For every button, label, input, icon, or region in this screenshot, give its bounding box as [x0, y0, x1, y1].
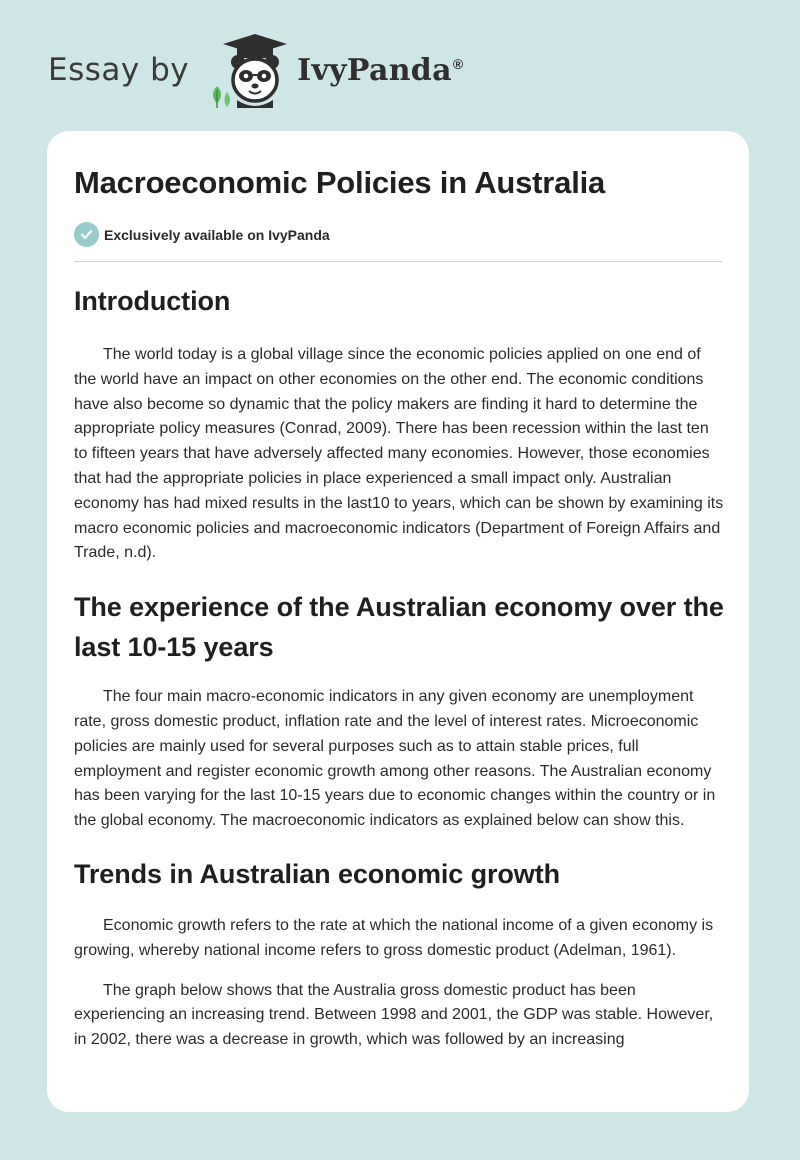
check-circle-icon: [74, 222, 99, 247]
exclusive-badge-text: Exclusively available on IvyPanda: [104, 226, 330, 243]
title-divider: [74, 261, 722, 262]
essay-title: Macroeconomic Policies in Australia: [74, 165, 606, 200]
section-heading-introduction: Introduction: [74, 286, 231, 316]
paragraph: The four main macro-economic indicators in any given economy are unemployment rate, gross domestic product, inflation rate and the level of interest rates. Microeconomic policies are mainly used for several purposes such as to attain stable prices, full employment and register economic growth among other reasons. The Australian economy has been varying for the last 10-15 years due to economic changes within the country or in the global economy. The macroeconomic indicators as explained below can show this.: [74, 688, 716, 830]
paragraph: Economic growth refers to the rate at which the national income of a given economy is growing, whereby national income refers to gross domestic product (Adelman, 1961).: [74, 916, 714, 959]
panda-graduate-icon: [203, 30, 293, 110]
brand-header[interactable]: [48, 30, 463, 110]
brand-name: IvyPanda®: [297, 52, 464, 88]
section-heading-experience: The experience of the Australian economy over the last 10-15 years: [74, 592, 724, 663]
essay-body: [74, 281, 724, 1053]
exclusive-badge: [74, 222, 330, 247]
section-heading-trends: Trends in Australian economic growth: [74, 858, 560, 889]
paragraph: The graph below shows that the Australia gross domestic product has been experiencing an increasing trend. Between 1998 and 2001, the GDP was stable. However, in 2002, there was a decrease in growth, which was followed by an increasing: [74, 981, 714, 1049]
brand-prefix: Essay by: [48, 52, 190, 88]
paragraph: The world today is a global village since the economic policies applied on one end of the world have an impact on other economies on the other end. The economic conditions have also become so dynamic that the policy makers are finding it hard to determine the appropriate policy measures (Conrad, 2009). There has been recession within the last ten to fifteen years that have adversely affected many economies. However, those economies that had the appropriate policies in place experienced a small impact only. Australian economy has had mixed results in the last10 to years, which can be shown by examining its macro economic policies and macroeconomic indicators (Department of Foreign Affairs and Trade, n.d).: [74, 346, 724, 562]
essay-card: [47, 131, 749, 1112]
registered-mark: ®: [452, 55, 464, 72]
